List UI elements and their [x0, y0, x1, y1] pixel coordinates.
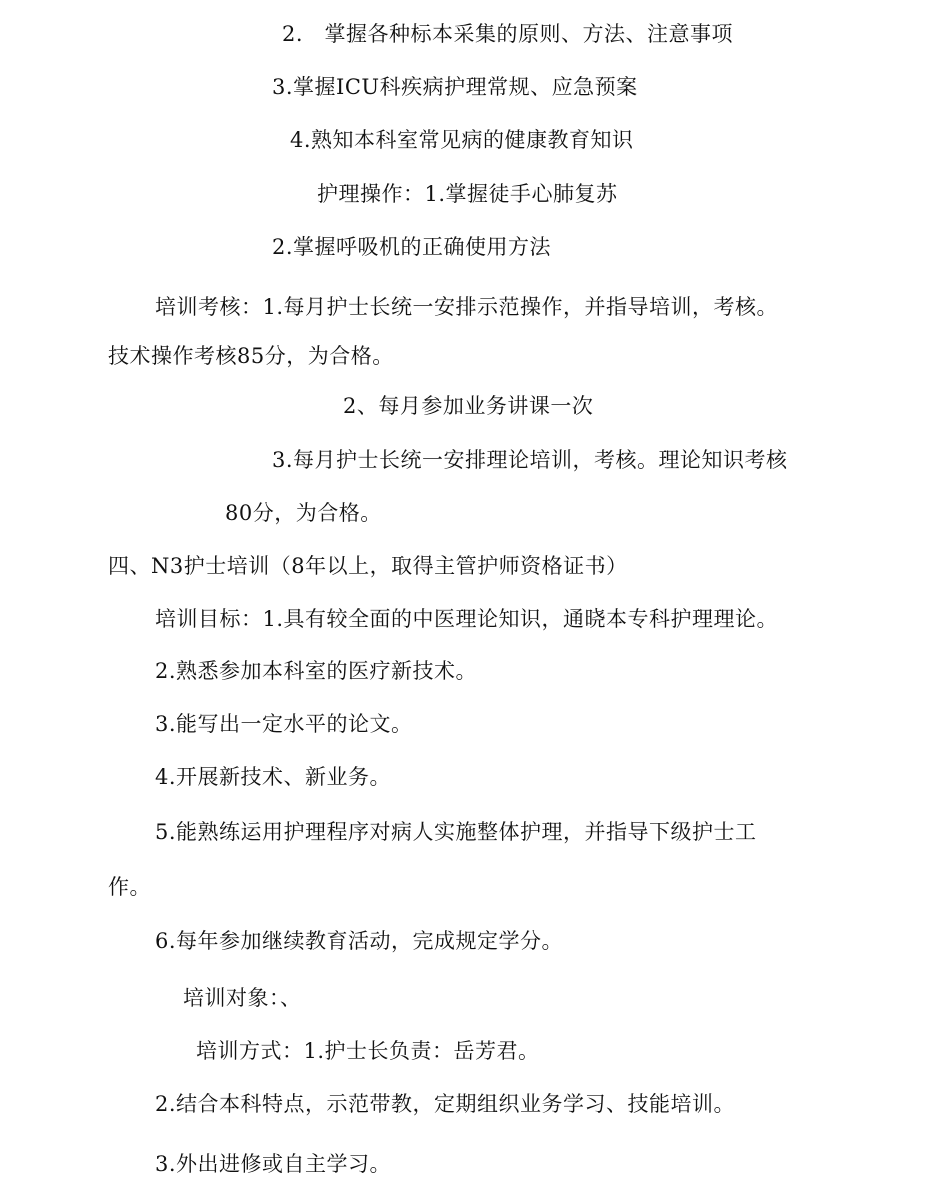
text-line-assessment-score: 技术操作考核85分，为合格。: [108, 344, 394, 368]
text-line-theory-training: 3.每月护士长统一安排理论培训，考核。理论知识考核: [272, 448, 788, 472]
text-line-demonstration-teaching: 2.结合本科特点，示范带教，定期组织业务学习、技能培训。: [155, 1092, 736, 1116]
text-line-continuation: 作。: [108, 875, 151, 899]
text-line-monthly-lecture: 2、每月参加业务讲课一次: [343, 394, 594, 418]
section-heading-n3-training: 四、N3护士培训（8年以上，取得主管护师资格证书）: [108, 554, 628, 578]
text-line-icu-nursing: 3.掌握ICU科疾病护理常规、应急预案: [272, 75, 638, 99]
text-line-nursing-operation: 护理操作：1.掌握徒手心肺复苏: [317, 182, 618, 206]
text-line-continuing-education: 6.每年参加继续教育活动，完成规定学分。: [155, 929, 564, 953]
text-line-training-goal: 培训目标：1.具有较全面的中医理论知识，通晓本专科护理理论。: [155, 607, 779, 631]
text-line-training-method: 培训方式：1.护士长负责：岳芳君。: [196, 1039, 540, 1063]
text-line-training-target: 培训对象：、: [183, 986, 302, 1010]
text-line-write-papers: 3.能写出一定水平的论文。: [155, 712, 413, 736]
text-line-training-assessment: 培训考核：1.每月护士长统一安排示范操作，并指导培训，考核。: [155, 295, 779, 319]
text-line-external-study: 3.外出进修或自主学习。: [155, 1152, 392, 1176]
text-line-theory-score: 80分，为合格。: [225, 501, 382, 525]
text-line-health-education: 4.熟知本科室常见病的健康教育知识: [290, 128, 634, 152]
text-line-new-business: 4.开展新技术、新业务。: [155, 765, 392, 789]
text-line-new-technology: 2.熟悉参加本科室的医疗新技术。: [155, 659, 478, 683]
text-line-ventilator: 2.掌握呼吸机的正确使用方法: [272, 235, 552, 259]
text-line-nursing-process: 5.能熟练运用护理程序对病人实施整体护理，并指导下级护士工: [155, 820, 757, 844]
text-line-specimen-collection: 2. 掌握各种标本采集的原则、方法、注意事项: [282, 22, 734, 46]
